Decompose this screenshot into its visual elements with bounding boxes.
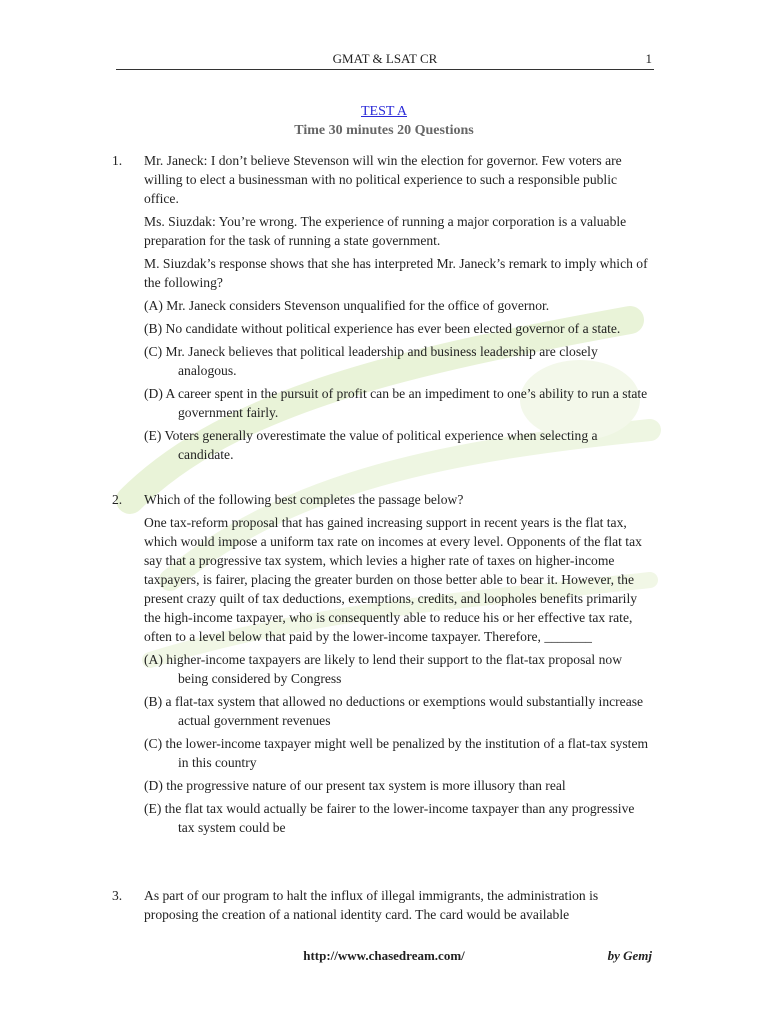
question-stem: Mr. Janeck: I don’t believe Stevenson will win the election for governor. Few voters are willing to elect a businessman with no political experience to such a responsible public office. [144, 153, 622, 206]
question-2 [112, 490, 652, 841]
answer-option-e: (E) the flat tax would actually be fairer to the lower-income taxpayer than any progressive tax system could be [144, 801, 635, 835]
page-number: 1 [645, 51, 652, 66]
footer-author: by Gemj [607, 948, 652, 963]
test-subtitle: Time 30 minutes 20 Questions [294, 123, 474, 138]
footer-url-link[interactable]: http://www.chasedream.com/ [303, 948, 465, 963]
header-title: GMAT & LSAT CR [332, 51, 438, 66]
answer-option-a: (A) Mr. Janeck considers Stevenson unqualified for the office of governor. [144, 298, 550, 313]
question-stem: Ms. Siuzdak: You’re wrong. The experience of running a major corporation is a valuable preparation for the task of running a state government. [144, 214, 627, 248]
page-footer [0, 948, 768, 966]
question-1 [112, 151, 652, 468]
answer-option-c: (C) Mr. Janeck believes that political leadership and business leadership are closely analogous. [144, 344, 598, 378]
page-header [116, 50, 654, 70]
question-number: 1. [112, 153, 123, 168]
question-prompt: M. Siuzdak’s response shows that she has interpreted Mr. Janeck’s remark to imply which of the following? [144, 256, 648, 290]
question-prompt: Which of the following best completes the passage below? [144, 492, 464, 507]
answer-option-d: (D) the progressive nature of our present tax system is more illusory than real [144, 778, 566, 793]
question-number: 3. [112, 888, 123, 903]
answer-option-a: (A) higher-income taxpayers are likely to lend their support to the flat-tax proposal now being considered by Congress [144, 652, 623, 686]
answer-option-b: (B) a flat-tax system that allowed no deductions or exemptions would substantially increase actual government revenues [144, 694, 644, 728]
question-stem: As part of our program to halt the influx of illegal immigrants, the administration is proposing the creation of a national identity card. The card would be available [144, 888, 599, 922]
question-number: 2. [112, 492, 123, 507]
question-3 [112, 886, 652, 924]
answer-option-c: (C) the lower-income taxpayer might well be penalized by the institution of a flat-tax system in this country [144, 736, 649, 770]
answer-option-d: (D) A career spent in the pursuit of profit can be an impediment to one’s ability to run a state government fairly. [144, 386, 648, 420]
test-title-link[interactable]: TEST A [360, 104, 408, 119]
question-passage: One tax-reform proposal that has gained increasing support in recent years is the flat tax, which would impose a uniform tax rate on incomes at every level. Opponents of the flat tax say that a progressive tax system, which levies a higher rate of taxes on higher-income taxpayers, is fairer, placing the greater burden on those better able to bear it. However, the present crazy quilt of tax deductions, exemptions, credits, and loopholes benefits primarily the high-income taxpayer, who is consequently able to reduce his or her effective tax rate, often to a level below that paid by the lower-income taxpayer. Therefore, _______ [144, 515, 642, 644]
answer-option-e: (E) Voters generally overestimate the value of political experience when selecting a candidate. [144, 428, 598, 462]
answer-option-b: (B) No candidate without political experience has ever been elected governor of a state. [144, 321, 621, 336]
